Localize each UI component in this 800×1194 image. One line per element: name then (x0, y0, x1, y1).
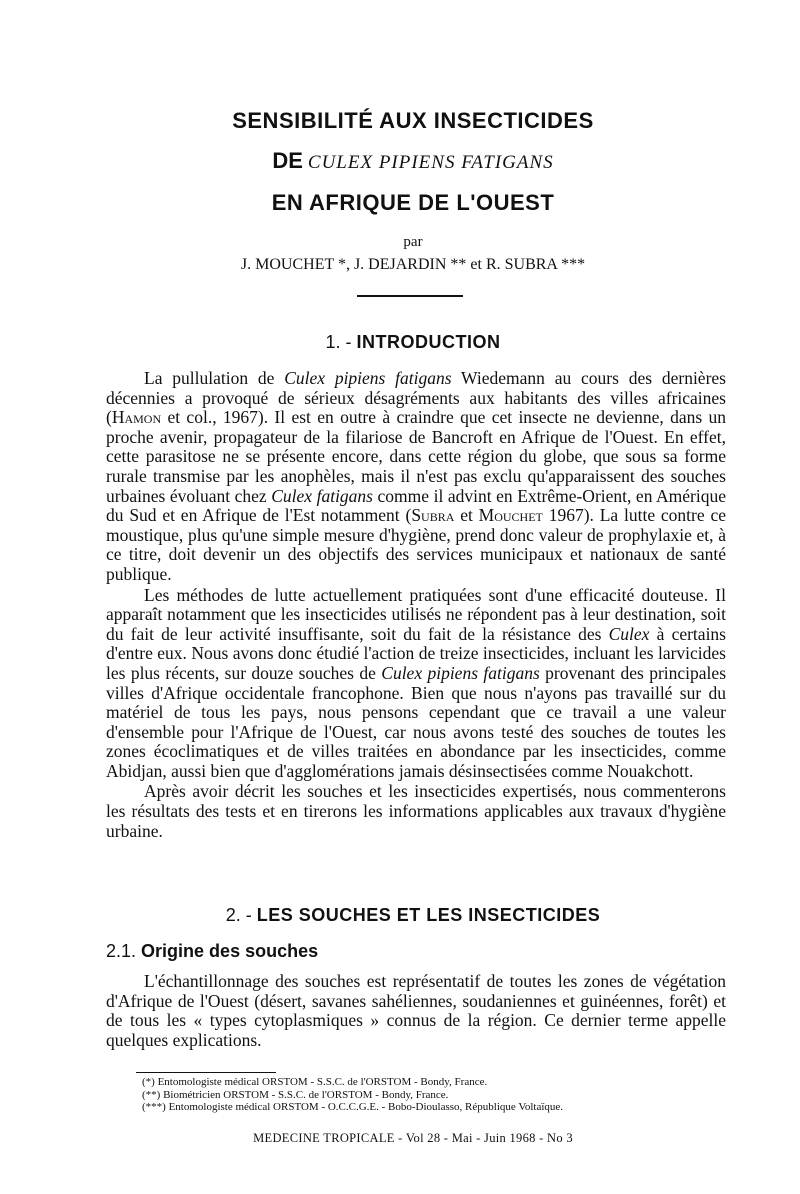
origine-body (106, 972, 726, 1050)
byline-par: par (403, 234, 423, 250)
introduction-body (106, 369, 726, 841)
title-line-2 (0, 148, 800, 174)
paragraph: Après avoir décrit les souches et les insecticides expertisés, nous commenterons les résultats des tests et en tirerons les informations applicables aux travaux d'hygiène urbaine. (106, 781, 726, 841)
section-heading-souches (0, 905, 800, 926)
footnotes (142, 1076, 563, 1114)
footnote: (**) Biométricien ORSTOM - S.S.C. de l'ORSTOM - Bondy, France. (142, 1088, 449, 1101)
paragraph: Les méthodes de lutte actuellement pratiquées sont d'une efficacité douteuse. Il apparaît notamment que les insecticides utilisés ne répondent pas à leur destination, soit du fait de leur activité insuffisante, soit du fait de la résistance des Culex à certains d'entre eux. Nous avons donc étudié l'action de treize insecticides, incluant les larvicides les plus récents, sur douze souches de Culex pipiens fatigans provenant des principales villes d'Afrique occidentale francophone. Bien que nous n'ayons pas travaillé sur du matériel de tous les pays, nous pensons cependant que ce travail a une valeur d'ensemble pour l'Afrique de l'Ouest, car nous avons testé des souches de toutes les zones écoclimatiques et de villes traitées en abondance par les insecticides, comme Abidjan, aussi bien que d'agglomérations jamais désinsectisées comme Nouakchott. (106, 584, 726, 781)
footnote: (*) Entomologiste médical ORSTOM - S.S.C. de l'ORSTOM - Bondy, France. (142, 1076, 488, 1088)
journal-footer: MEDECINE TROPICALE - Vol 28 - Mai - Juin 1968 - No 3 (253, 1131, 573, 1145)
title-line-3: EN AFRIQUE DE L'OUEST (271, 190, 555, 215)
footnote-divider (136, 1072, 276, 1073)
section-heading-introduction (0, 332, 800, 353)
section-number: 1. - (325, 332, 352, 352)
title-divider (357, 295, 463, 297)
title-species: CULEX PIPIENS FATIGANS (307, 152, 554, 173)
paragraph: L'échantillonnage des souches est représentatif de toutes les zones de végétation d'Afrique de l'Ouest (désert, savanes sahéliennes, soudaniennes et guinéennes, forêt) et de tous les « types cytoplasmiques » connus de la région. Ce dernier terme appelle quelques explications. (106, 971, 726, 1050)
title-line-1: SENSIBILITÉ AUX INSECTICIDES (232, 108, 594, 133)
footnote: (***) Entomologiste médical ORSTOM - O.C.C.G.E. - Bobo-Dioulasso, République Voltaïque. (142, 1101, 564, 1113)
byline-authors: J. MOUCHET *, J. DEJARDIN ** et R. SUBRA *** (240, 256, 586, 273)
paragraph: La pullulation de Culex pipiens fatigans Wiedemann au cours des dernières décennies a provoqué de sérieux désagréments aux habitants des villes africaines (Hamon et col., 1967). Il est en outre à craindre que cet insecte ne devienne, dans un proche avenir, propagateur de la filariose de Bancroft en Afrique de l'Ouest. En effet, cette parasitose ne se présente encore, dans cette région du globe, que sous sa forme rurale transmise par les anophèles, mais il n'est pas exclu qu'apparaissent des souches urbaines évoluant chez Culex fatigans comme il advint en Extrême-Orient, en Amérique du Sud et en Afrique de l'Est notamment (Subra et Mouchet 1967). La lutte contre ce moustique, plus qu'une simple mesure d'hygiène, prend donc valeur de prophylaxie et, à ce titre, doit devenir un des objectifs des services municipaux et nationaux de santé publique. (106, 368, 726, 584)
section-title: INTRODUCTION (356, 332, 501, 352)
section-number: 2. - (225, 905, 252, 925)
subsection-heading-origine (106, 941, 318, 962)
title-de: DE (272, 148, 303, 173)
subsection-title: Origine des souches (141, 941, 319, 961)
section-title: LES SOUCHES ET LES INSECTICIDES (256, 905, 601, 925)
subsection-number: 2.1. (106, 941, 137, 961)
